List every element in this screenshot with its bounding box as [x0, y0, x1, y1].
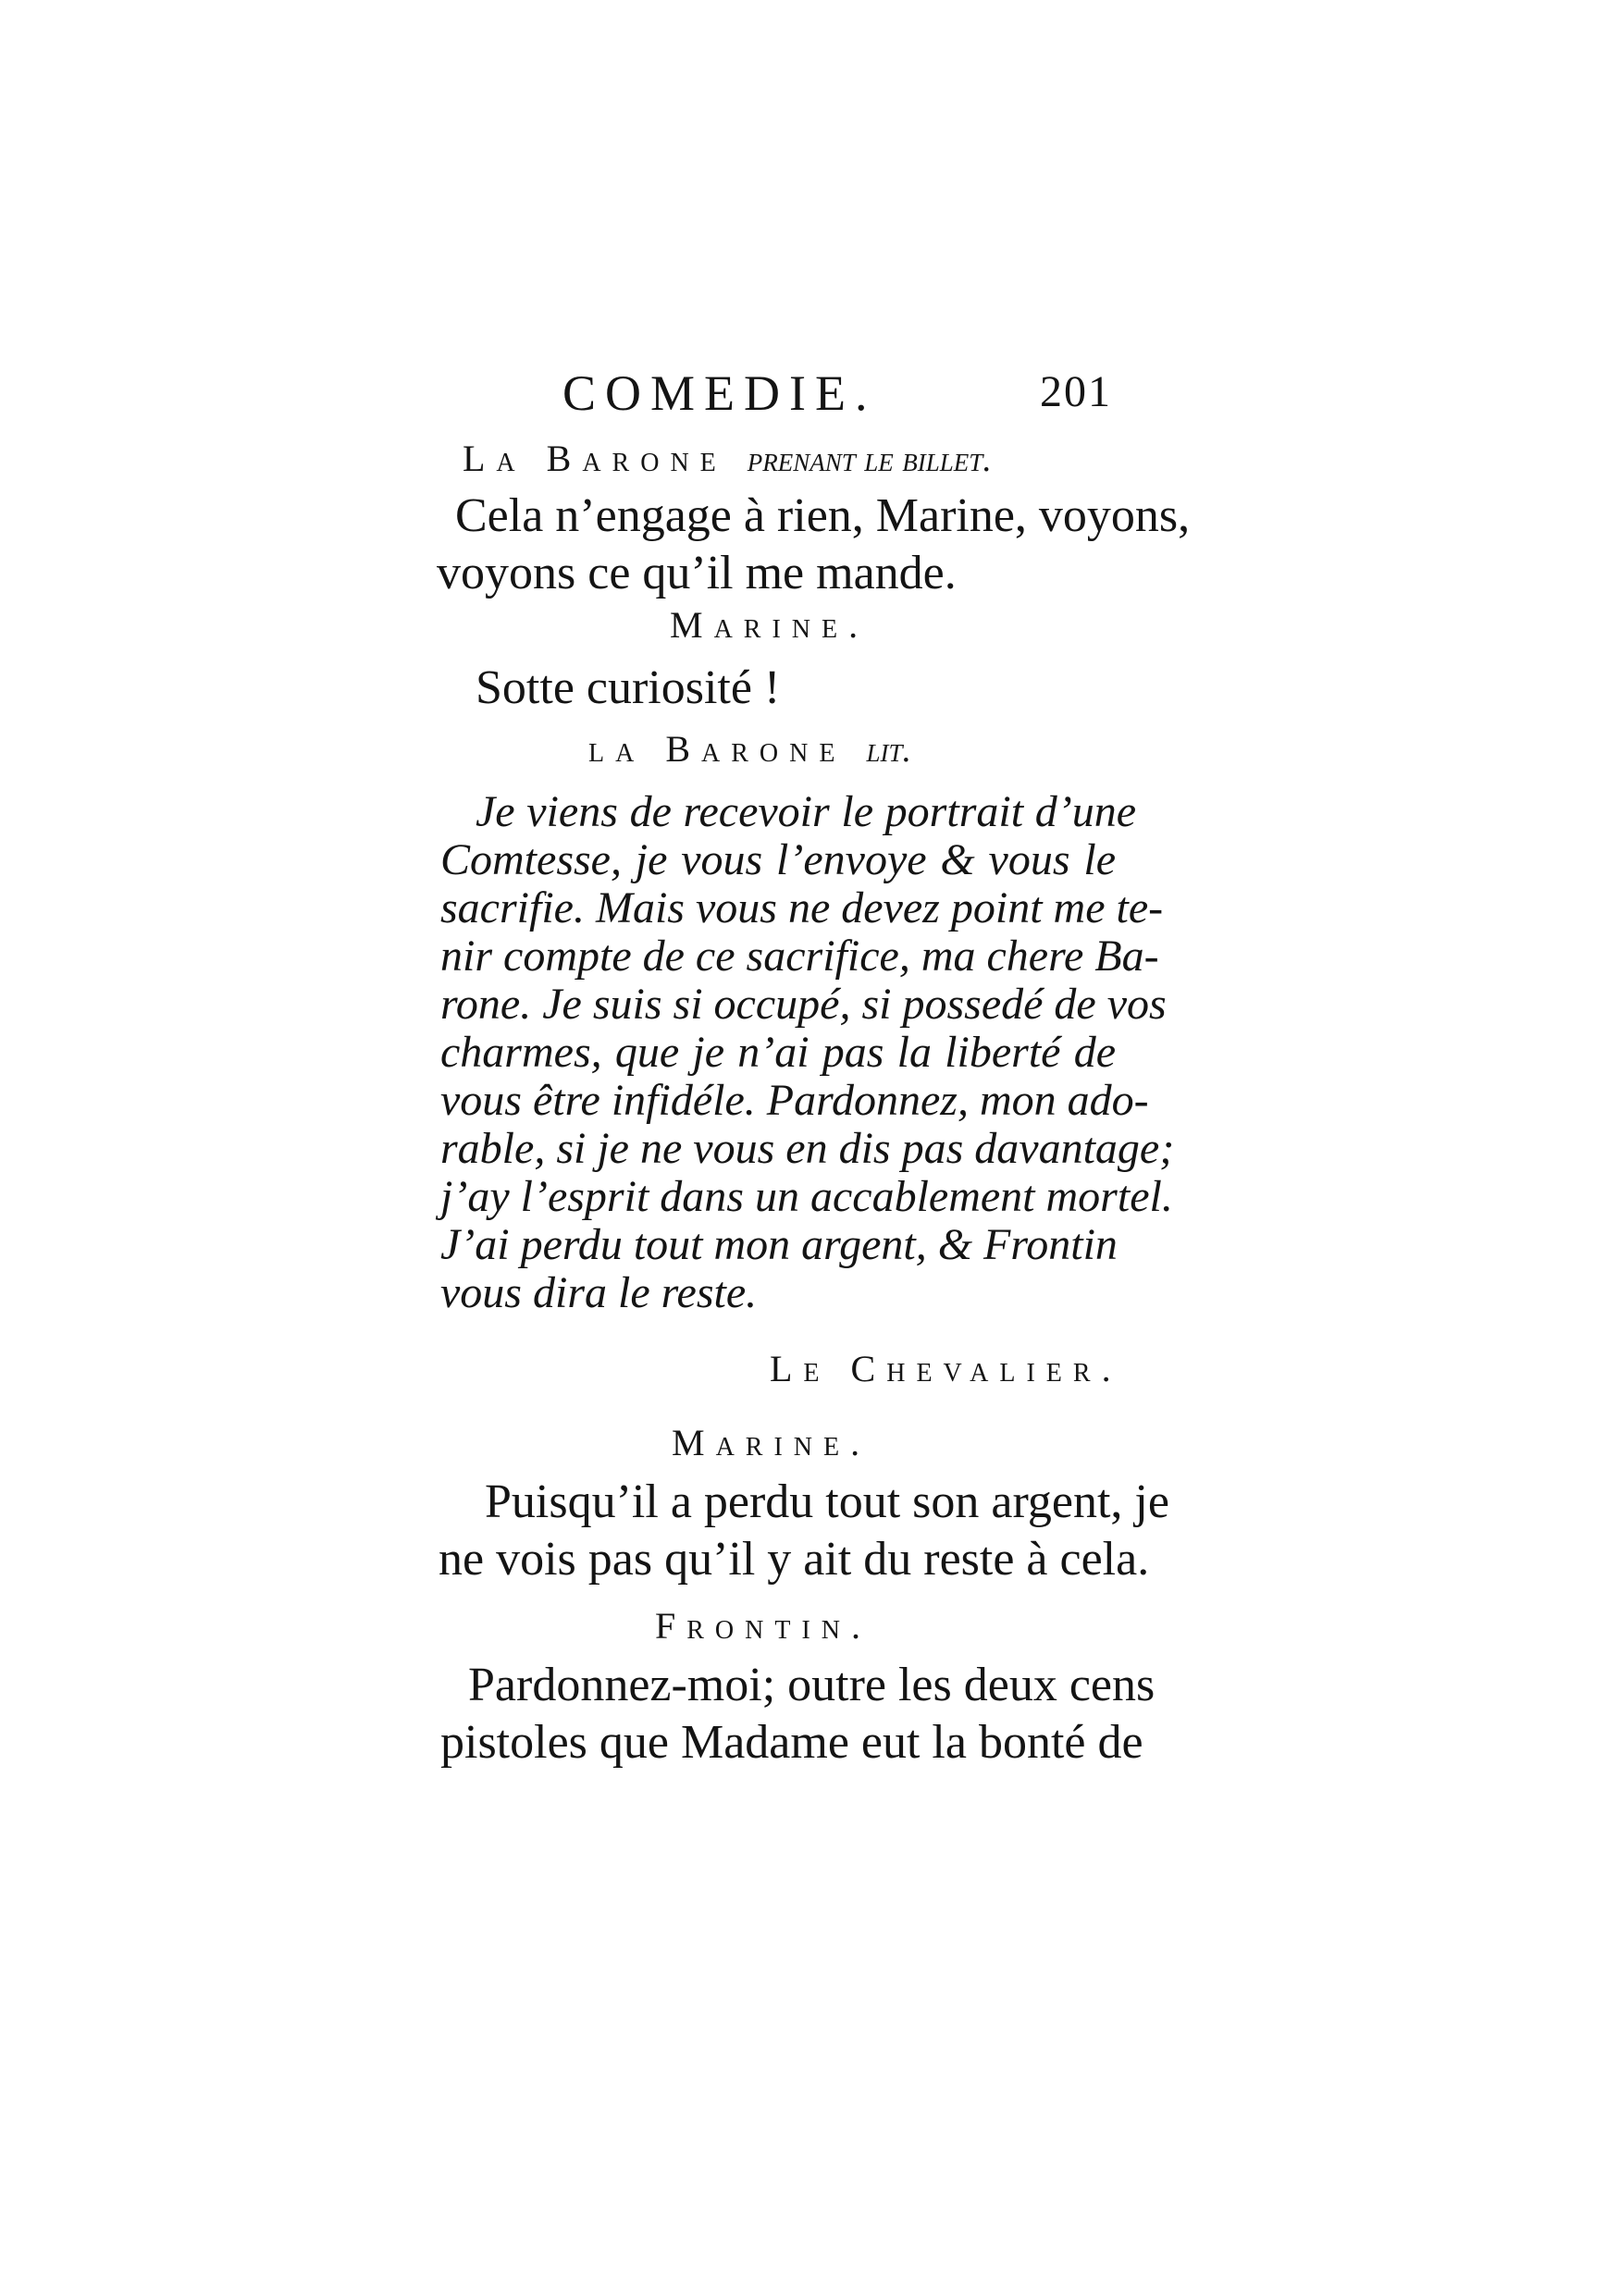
- speaker-heading: [588, 728, 911, 770]
- letter-line: j’ay l’esprit dans un accablement mortel.: [440, 1172, 1173, 1221]
- speaker-heading: Marine.: [670, 604, 870, 646]
- text-line: Puisqu’il a perdu tout son argent, je: [485, 1475, 1169, 1528]
- letter-line: vous être infidéle. Pardonnez, mon ado-: [440, 1076, 1149, 1125]
- text-line: Cela n’engage à rien, Marine, voyons,: [455, 489, 1191, 542]
- text-line: Pardonnez-moi; outre les deux cens: [468, 1659, 1156, 1711]
- speaker-heading: Marine.: [672, 1422, 871, 1463]
- text-line: pistoles que Madame eut la bonté de: [440, 1716, 1143, 1769]
- letter-line: sacrifie. Mais vous ne devez point me te-: [440, 883, 1164, 932]
- stage-direction: prenant le billet.: [747, 440, 992, 479]
- letter-line: rone. Je suis si occupé, si possedé de vos: [440, 980, 1167, 1029]
- text-line: ne vois pas qu’il y ait du reste à cela.: [439, 1533, 1150, 1586]
- page-number: 201: [1040, 367, 1112, 416]
- letter-signature: Le Chevalier.: [770, 1348, 1122, 1389]
- speaker-heading: [463, 440, 992, 477]
- letter-line: charmes, que je n’ai pas la liberté de: [440, 1028, 1116, 1077]
- speaker-name: La Barone: [463, 438, 727, 479]
- letter-line: J’ai perdu tout mon argent, & Frontin: [440, 1220, 1118, 1269]
- letter-line: Je viens de recevoir le portrait d’une: [476, 787, 1136, 836]
- stage-direction: lit.: [866, 731, 911, 770]
- running-head: COMEDIE.: [562, 365, 877, 421]
- text-line: voyons ce qu’il me mande.: [437, 547, 957, 599]
- text-line: Sotte curiosité !: [476, 661, 781, 714]
- letter-line: nir compte de ce sacrifice, ma chere Ba-: [440, 932, 1159, 981]
- speaker-heading: Frontin.: [655, 1605, 872, 1647]
- letter-line: rable, si je ne vous en dis pas davantage;: [440, 1124, 1175, 1173]
- speaker-name: la Barone: [588, 728, 847, 770]
- letter-line: vous dira le reste.: [440, 1268, 758, 1317]
- letter-line: Comtesse, je vous l’envoye & vous le: [440, 835, 1116, 884]
